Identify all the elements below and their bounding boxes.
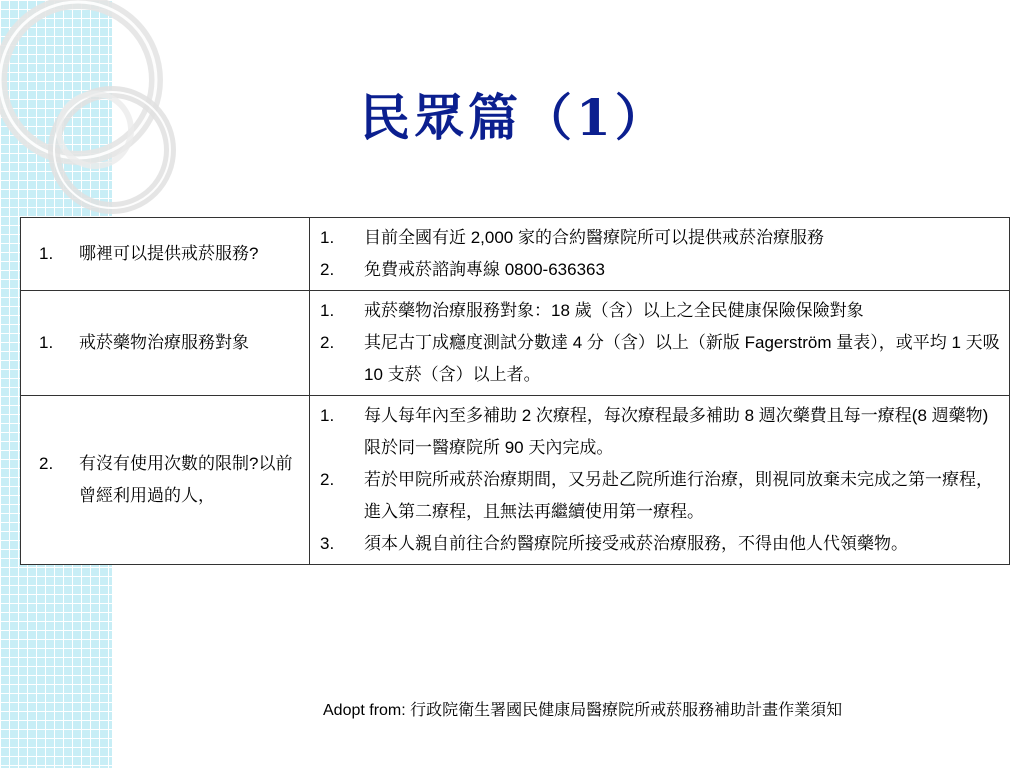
credit-label: Adopt from: bbox=[323, 702, 411, 719]
answer-text: 免費戒菸諮詢專線 0800-636363 bbox=[364, 260, 605, 279]
answer-number: 1. bbox=[320, 301, 335, 320]
question-number: 1. bbox=[39, 244, 54, 263]
answer-number: 2. bbox=[320, 260, 335, 279]
answer-item bbox=[310, 222, 1005, 254]
answer-text: 須本人親自前往合約醫療院所接受戒菸治療服務，不得由他人代領藥物。 bbox=[364, 534, 908, 553]
answer-item bbox=[310, 327, 1005, 391]
question-cell bbox=[21, 218, 310, 291]
question-text: 有沒有使用次數的限制?以前曾經利用過的人， bbox=[79, 454, 293, 505]
answer-cell bbox=[310, 218, 1010, 291]
answer-cell bbox=[310, 396, 1010, 565]
answer-number: 1. bbox=[320, 228, 335, 247]
answer-text: 若於甲院所戒菸治療期間，又另赴乙院所進行治療，則視同放棄未完成之第一療程，進入第二療程，且無法再繼續使用第一療程。 bbox=[364, 470, 993, 521]
answer-text: 目前全國有近 2,000 家的合約醫療院所可以提供戒菸治療服務 bbox=[364, 228, 824, 247]
answer-item bbox=[310, 464, 1005, 528]
question-text: 戒菸藥物治療服務對象 bbox=[79, 333, 249, 352]
question-number: 2. bbox=[39, 454, 54, 473]
answer-number: 2. bbox=[320, 333, 335, 352]
answer-number: 2. bbox=[320, 470, 335, 489]
question-cell bbox=[21, 396, 310, 565]
question-cell bbox=[21, 291, 310, 396]
faq-table bbox=[20, 217, 1010, 565]
table-row bbox=[21, 396, 1010, 565]
table-row bbox=[21, 218, 1010, 291]
answer-item bbox=[310, 400, 1005, 464]
question-number: 1. bbox=[39, 333, 54, 352]
answer-number: 1. bbox=[320, 406, 335, 425]
answer-cell bbox=[310, 291, 1010, 396]
question-text: 哪裡可以提供戒菸服務? bbox=[79, 244, 259, 263]
answer-item bbox=[310, 528, 1005, 560]
answer-item bbox=[310, 254, 1005, 286]
slide-title: 民眾篇（1） bbox=[360, 88, 669, 147]
source-credit bbox=[323, 697, 842, 720]
credit-source: 行政院衛生署國民健康局醫療院所戒菸服務補助計畫作業須知 bbox=[410, 702, 843, 719]
answer-item bbox=[310, 295, 1005, 327]
table-row bbox=[21, 291, 1010, 396]
answer-text: 其尼古丁成癮度測試分數達 4 分（含）以上（新版 Fagerström 量表），或平均 1 天吸 10 支菸（含）以上者。 bbox=[364, 333, 1000, 384]
answer-text: 每人每年內至多補助 2 次療程，每次療程最多補助 8 週次藥費且每一療程(8 週藥物)限於同一醫療院所 90 天內完成。 bbox=[364, 406, 989, 457]
answer-text: 戒菸藥物治療服務對象：18 歲（含）以上之全民健康保險保險對象 bbox=[364, 301, 864, 320]
answer-number: 3. bbox=[320, 534, 335, 553]
